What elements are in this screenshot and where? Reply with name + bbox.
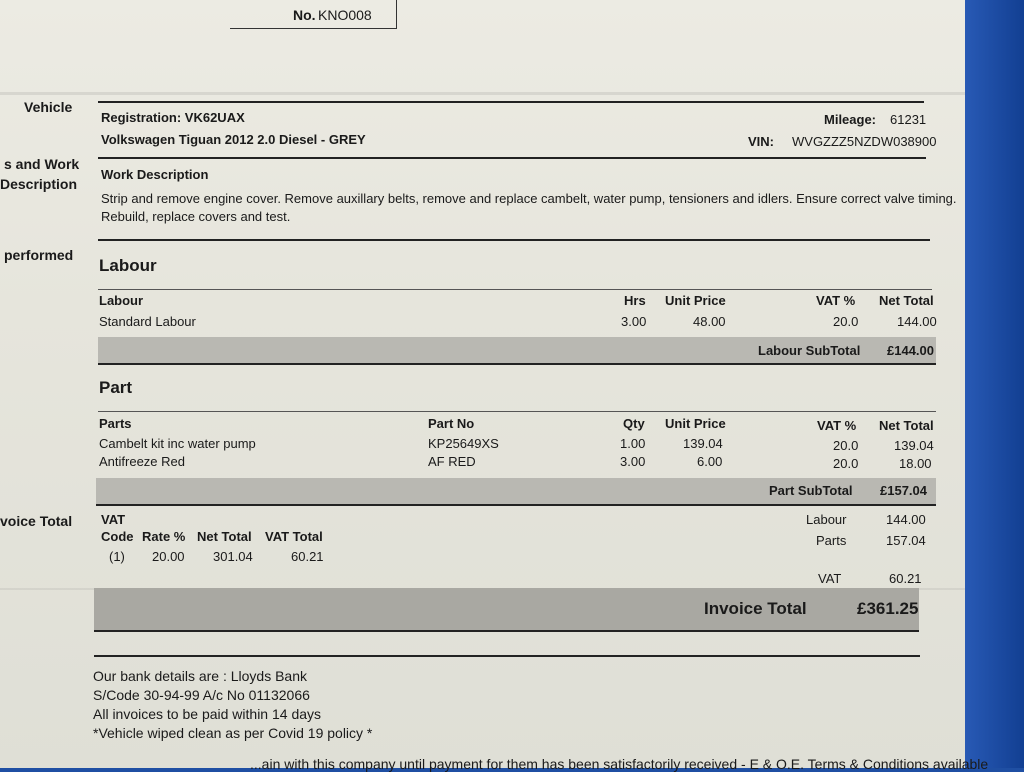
summary-vat-value: 60.21	[889, 571, 922, 586]
vat-row-vat: 60.21	[291, 549, 324, 564]
labour-subtotal-label: Labour SubTotal	[758, 343, 861, 358]
work-description-line-1: Strip and remove engine cover. Remove auxillary belts, remove and replace cambelt, water pump, tensioners and idlers. Ensure correct valve timing.	[101, 191, 957, 206]
side-label-performed: performed	[4, 247, 74, 263]
footer-terms: ...ain with this company until payment for them has been satisfactorily received - E & O.E. Terms & Conditions available	[250, 756, 989, 772]
labour-header-rule	[98, 289, 932, 290]
vat-row-rate: 20.00	[152, 549, 185, 564]
parts-header-rule	[98, 411, 936, 412]
parts-row-1-part-no: KP25649XS	[428, 436, 499, 451]
labour-bottom-rule	[98, 363, 936, 365]
parts-row-2-part-no: AF RED	[428, 454, 476, 469]
footer-payment-terms: All invoices to be paid within 14 days	[93, 706, 322, 722]
vat-col-vat: VAT Total	[265, 529, 323, 544]
side-label-invoice-total: voice Total	[0, 513, 73, 529]
parts-col-net: Net Total	[879, 418, 934, 433]
vat-col-rate: Rate %	[142, 529, 186, 544]
vat-row-code: (1)	[109, 549, 125, 564]
vat-col-code: Code	[101, 529, 134, 544]
invoice-total-value: £361.25	[857, 599, 919, 618]
footer-sort-code: S/Code 30-94-99 A/c No 01132066	[93, 687, 310, 703]
labour-subtotal-value: £144.00	[887, 343, 934, 358]
invoice-total-bottom-rule	[94, 630, 919, 632]
side-label-work-2: Description	[0, 176, 78, 192]
parts-row-1-vat: 20.0	[833, 438, 859, 453]
parts-row-2-item: Antifreeze Red	[99, 454, 185, 469]
vat-table-title: VAT	[101, 512, 126, 527]
labour-row-item: Standard Labour	[99, 314, 196, 329]
work-bottom-rule	[98, 239, 930, 241]
work-description-heading: Work Description	[101, 167, 209, 182]
parts-subtotal-label: Part SubTotal	[769, 483, 853, 498]
labour-row-net: 144.00	[897, 314, 937, 329]
summary-labour-value: 144.00	[886, 512, 926, 527]
invoice-number-value: KNO008	[318, 7, 372, 23]
labour-col-vat: VAT %	[816, 293, 856, 308]
parts-bottom-rule	[96, 504, 936, 506]
parts-col-vat: VAT %	[817, 418, 857, 433]
labour-col-net: Net Total	[879, 293, 934, 308]
parts-section-title: Part	[99, 378, 133, 397]
parts-row-2-net: 18.00	[899, 456, 932, 471]
labour-row-hrs: 3.00	[621, 314, 647, 329]
summary-vat-label: VAT	[818, 571, 842, 586]
vehicle-description: Volkswagen Tiguan 2012 2.0 Diesel - GREY	[101, 132, 366, 147]
invoice-total-label: Invoice Total	[704, 599, 807, 618]
labour-col-hrs: Hrs	[624, 293, 646, 308]
parts-row-2-vat: 20.0	[833, 456, 859, 471]
parts-subtotal-value: £157.04	[880, 483, 927, 498]
vehicle-top-rule	[98, 101, 924, 103]
labour-col-item: Labour	[99, 293, 144, 308]
mileage-value: 61231	[890, 112, 927, 127]
summary-parts-value: 157.04	[886, 533, 926, 548]
vin-label: VIN:	[748, 134, 774, 149]
footer-top-rule	[94, 655, 920, 657]
footer-bank: Our bank details are : Lloyds Bank	[93, 668, 308, 684]
parts-row-2-unit-price: 6.00	[697, 454, 723, 469]
paper-fold	[0, 92, 965, 95]
side-label-vehicle: Vehicle	[24, 99, 73, 115]
summary-labour-label: Labour	[806, 512, 847, 527]
mileage-label: Mileage:	[824, 112, 877, 127]
parts-col-unit-price: Unit Price	[665, 416, 726, 431]
registration: Registration: VK62UAX	[101, 110, 245, 125]
vat-col-net: Net Total	[197, 529, 252, 544]
labour-row-vat: 20.0	[833, 314, 859, 329]
labour-col-unit-price: Unit Price	[665, 293, 726, 308]
parts-row-1-item: Cambelt kit inc water pump	[99, 436, 256, 451]
labour-row-unit-price: 48.00	[693, 314, 726, 329]
blue-background	[960, 0, 1024, 768]
parts-row-2-qty: 3.00	[620, 454, 646, 469]
parts-col-qty: Qty	[623, 416, 645, 431]
parts-col-part-no: Part No	[428, 416, 475, 431]
vehicle-bottom-rule	[98, 157, 926, 159]
work-description-line-2: Rebuild, replace covers and test.	[101, 209, 291, 224]
invoice-number-label: No.	[293, 7, 316, 23]
parts-row-1-net: 139.04	[894, 438, 934, 453]
parts-col-item: Parts	[99, 416, 132, 431]
vin-value: WVGZZZ5NZDW038900	[792, 134, 937, 149]
parts-row-1-unit-price: 139.04	[683, 436, 723, 451]
summary-parts-label: Parts	[816, 533, 847, 548]
vat-row-net: 301.04	[213, 549, 253, 564]
side-label-work-1: s and Work	[4, 156, 80, 172]
labour-section-title: Labour	[99, 256, 157, 275]
parts-row-1-qty: 1.00	[620, 436, 646, 451]
footer-covid-note: *Vehicle wiped clean as per Covid 19 policy *	[93, 725, 373, 741]
